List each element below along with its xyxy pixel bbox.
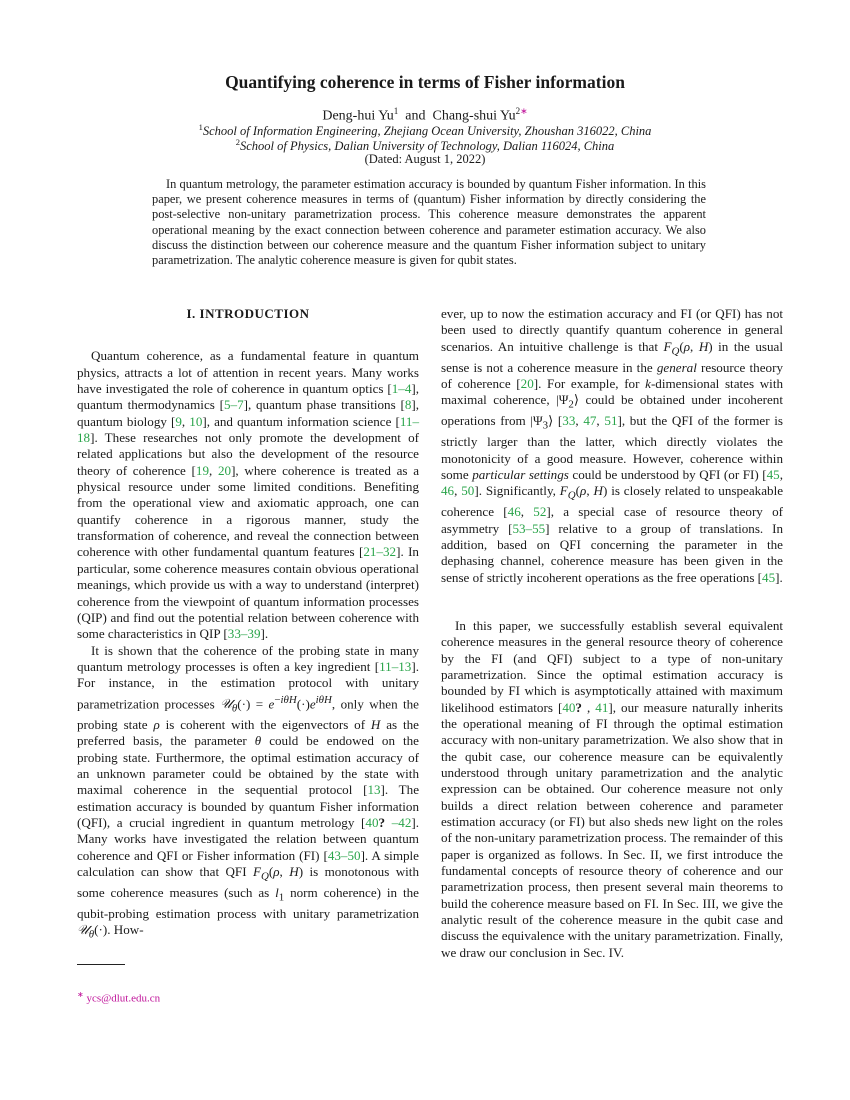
- citation[interactable]: 50: [461, 483, 475, 499]
- citation[interactable]: 40: [365, 814, 379, 830]
- citation[interactable]: 5–7: [223, 397, 244, 413]
- citation[interactable]: 52: [533, 504, 547, 520]
- author-2-corresponding-mark[interactable]: ∗: [520, 106, 528, 116]
- citation[interactable]: 9: [175, 413, 182, 429]
- author-2-affil-mark: 2: [515, 106, 521, 116]
- citation[interactable]: 1–4: [391, 381, 412, 397]
- footnote-rule: [77, 964, 125, 965]
- affiliation-1-mark: 1: [198, 122, 203, 132]
- citation[interactable]: 20: [217, 462, 232, 478]
- citation[interactable]: 45: [766, 466, 780, 482]
- intro-paragraph-2-continued: ever, up to now the estimation accuracy and FI (or QFI) has not been used to directly quantify quantum coherence in general scenarios. An intuitive challenge is that $F_Q(\rho$, H) in the usual sense is not a coherence measure in the general resource theory of coherence [20]. For example, for k-dimensional states with maximal coherence, $|\Psi_2⟩$ could be obtained under incoherent operations from $|\Psi_3⟩$ [33, 47, 51], but the QFI of the former is strictly larger than the latter, which directly violates the monotonicity of a good measure. However, coherence within some particular settings could be understood by QFI (or FI) [45, 46, 50]. Significantly, $F_Q(\rho$, H) is closely related to unspeakable coherence [46, 52], a special case of resource theory of asymmetry [53–55] relative to a group of translations. In addition, based on QFI concerning the parameter in the dephasing channel, coherence measure has been given in the sense of strictly incoherent operations as the free operations [45].: [441, 306, 784, 585]
- arxiv-identifier: [14, 262, 58, 682]
- citation[interactable]: 10: [189, 413, 203, 429]
- intro-paragraph-3: In this paper, we successfully establish several equivalent coherence measures in the general resource theory of coherence by the FI (and QFI) subject to a type of non-unitary parametrization. Since the optimal estimation accuracy is bounded by FI which is asymptotically attained with maximum likelihood estimators [40? , 41], our measure naturally inherits the operational meaning of FI through the optimal estimation accuracy with non-unitary parametrization. We also show that in the qubit case, our coherence measure can be equivalently understood through unitary parametrization and the analytic expression can be obtained. Our coherence measure not only builds a direct relation between coherence and parameter estimation accuracy (or FI) but also sheds new light on the roles of the non-unitary parametrization process. The remainder of this paper is organized as follows. In Sec. II, we first introduce the fundamental concepts of resource theory of coherence and our parametrization process, then present several main theorems to build the coherence measure based on FI. In Sec. III, we give the analytic result of the coherence measure in the qubit case and discuss the equivalence with the unitary parametrization. Finally, we draw our conclusion in Sec. IV.: [441, 617, 783, 960]
- paper-title: Quantifying coherence in terms of Fisher information: [225, 72, 625, 92]
- citation[interactable]: 47: [583, 413, 597, 429]
- footnote: [77, 990, 160, 1005]
- footnote-marker: ∗: [77, 990, 84, 999]
- affiliation-1-text: School of Information Engineering, Zhejiang Ocean University, Zhoushan 316022, China: [202, 124, 652, 139]
- citation[interactable]: 43–50: [327, 847, 361, 863]
- citation[interactable]: 46: [507, 504, 521, 520]
- author-2: Chang-shui Yu: [432, 108, 516, 124]
- right-column: [441, 306, 783, 961]
- citation[interactable]: 11–13: [379, 658, 412, 674]
- dated-line: (Dated: August 1, 2022): [364, 152, 486, 166]
- author-conjunction: and: [405, 108, 426, 124]
- affiliation-2-mark: 2: [235, 137, 240, 147]
- citation[interactable]: 20: [520, 375, 534, 391]
- citation[interactable]: 8: [404, 397, 412, 413]
- author-1: Deng-hui Yu: [322, 108, 394, 124]
- citation[interactable]: 40: [562, 699, 576, 715]
- citation[interactable]: 19: [195, 462, 209, 478]
- citation[interactable]: 33: [562, 413, 576, 429]
- left-column: [77, 306, 419, 943]
- citation[interactable]: 46: [441, 483, 455, 499]
- citation[interactable]: 13: [367, 782, 381, 798]
- affiliation-2-text: School of Physics, Dalian University of Technology, Dalian 116024, China: [239, 139, 615, 154]
- intro-paragraph-1: Quantum coherence, as a fundamental feature in quantum physics, attracts a lot of attention in recent years. Many works have investigated the role of coherence in quantum optics [1–4], quantum thermodynamics [5–7], quantum phase transitions [8], quantum biology [9, 10], and quantum information science [11–18]. These researches not only promote the development of related applications but also the development of the resource theory of coherence [19, 20], where coherence is treated as a physical resource under some limited conditions. Benefiting from the operational view and axiomatic approach, one can quantify coherence in a rigorous manner, study the transformation of coherence, and reveal the connection between coherence with other fundamental quantum features [21–32]. In particular, some coherence measures contain obvious operational meanings, which provide us with a way to understand (interpret) coherence from the viewpoint of quantum information processes (QIP) and find out the potential relation between coherence with some characteristics in QIP [33–39].: [77, 348, 420, 642]
- citation[interactable]: 45: [762, 569, 776, 585]
- arxiv-identifier-svg: [14, 262, 58, 682]
- citation[interactable]: 21–32: [363, 544, 397, 560]
- citation[interactable]: 11–18: [77, 413, 419, 446]
- section-heading: I. INTRODUCTION: [186, 306, 310, 321]
- intro-paragraph-2: It is shown that the coherence of the probing state in many quantum metrology processes is often a key ingredient [11–13]. For instance, in the estimation protocol with unitary parametrization processes 𝒰$_\theta$(·) = $e^{-i\theta H}(\cdot)e^{i\theta H}$, only when the probing state ρ is coherent with the eigenvectors of H as the preferred basis, the parameter θ could be endowed on the probing state. Furthermore, the optimal estimation accuracy of an unknown parameter could be obtained by the state with maximal coherence in the sequential protocol [13]. The estimation accuracy is bounded by quantum Fisher information (QFI), a crucial ingredient in quantum metrology [40? –42]. Many works have investigated the relation between quantum coherence and QFI or Fisher information (FI) [43–50]. A simple calculation can show that QFI $F_Q(\rho$, H) is monotonous with some coherence measures (such as $l_1$ norm coherence) in the qubit-probing estimation process with unitary parametrization 𝒰$_\theta$(·). How-: [77, 642, 420, 941]
- citation[interactable]: –42: [391, 814, 412, 830]
- citation[interactable]: 51: [604, 413, 618, 429]
- author-1-affil-mark: 1: [393, 106, 399, 116]
- email-link[interactable]: ycs@dlut.edu.cn: [86, 992, 161, 1005]
- citation[interactable]: 41: [595, 699, 609, 715]
- abstract: In quantum metrology, the parameter estimation accuracy is bounded by quantum Fisher information. In this paper, we present coherence measures in terms of (quantum) Fisher information by directly considering the post-selective non-unitary parametrization process. This coherence measure demonstrates the apparent operational meaning by the exact connection between coherence and parameter estimation accuracy. We also discuss the distinction between our coherence measure and the quantum Fisher information subject to unitary parametrization. The analytic coherence measure is given for qubit states.: [152, 177, 706, 268]
- citation[interactable]: 53–55: [512, 520, 546, 536]
- citation[interactable]: 33–39: [227, 626, 261, 642]
